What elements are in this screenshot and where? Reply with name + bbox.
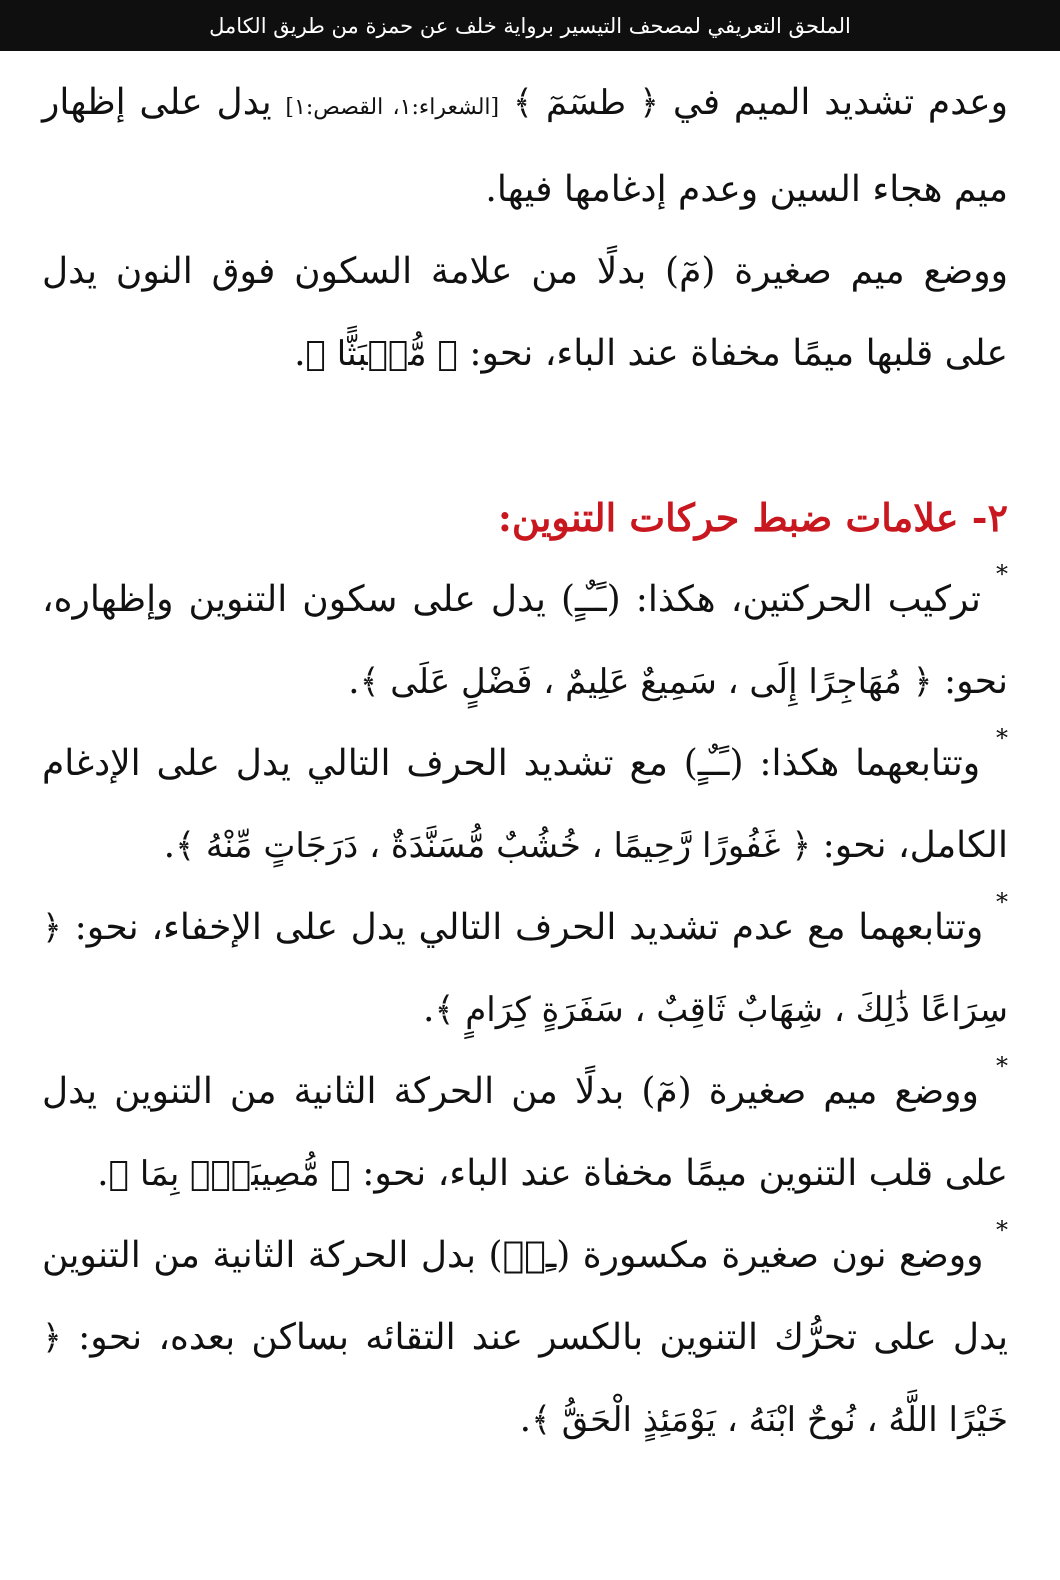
paragraph-tanween-kasr	[42, 1215, 1008, 1461]
quran-quote: ﴿ مُهَاجِرًا إِلَى ، سَمِيعٌ عَلِيمٌ ، فَضْلٍ عَلَى ﴾	[359, 662, 933, 702]
paragraph-tanween-ikhfa	[42, 887, 1008, 1051]
paragraph-small-meem	[42, 231, 1008, 395]
paragraph-tanween-izhar	[42, 559, 1008, 723]
paragraph-text: ووضع ميم صغيرة (مٓ) بدلًا من الحركة الثانية من التنوين يدل على قلب التنوين ميمًا مخفاة عند الباء، نحو:	[42, 1071, 1008, 1194]
quran-quote: ﴿ مُّنۢبَثًّا ﴾	[305, 334, 458, 374]
full-stop: .	[423, 989, 435, 1030]
bullet-star: *	[996, 888, 1008, 916]
paragraph-text: وعدم تشديد الميم في	[672, 82, 1008, 123]
bullet-star: *	[996, 560, 1009, 588]
document-body	[42, 62, 1008, 1461]
verse-reference: [الشعراء:١، القصص:١]	[285, 95, 500, 120]
section-heading: ٢- علامات ضبط حركات التنوين:	[497, 495, 1008, 540]
paragraph-meem-no-shadda	[42, 62, 1008, 231]
bullet-star: *	[996, 724, 1008, 752]
paragraph-text: يدل على إظهار ميم هجاء السين وعدم إدغامها فيها.	[42, 82, 1008, 210]
page-header	[0, 0, 1060, 51]
paragraph-text: ووضع نون صغيرة مكسورة (ـِنۡ) بدل الحركة الثانية من التنوين يدل على تحرُّك التنوين بالكسر عند التقائه بساكن بعده، نحو:	[42, 1235, 1008, 1358]
full-stop: .	[519, 1399, 532, 1440]
header-title: الملحق التعريفي لمصحف التيسير برواية خلف عن حمزة من طريق الكامل	[209, 13, 851, 38]
paragraph-tanween-idgham	[42, 723, 1008, 887]
bullet-star: *	[996, 1216, 1008, 1244]
quran-quote: ﴿ مُّصِيبَةٌۢ بِمَا ﴾	[108, 1154, 351, 1194]
full-stop: .	[97, 1153, 109, 1194]
paragraph-text: تركيب الحركتين، هكذا: (ـًـٌـٍ) يدل على سكون التنوين وإظهاره، نحو:	[42, 579, 1008, 702]
bullet-star: *	[996, 1052, 1008, 1080]
quran-quote: ﴿ سِرَاعًا ذَٰلِكَ ، شِهَابٌ ثَاقِبٌ ، سَفَرَةٍ كِرَامٍ ﴾	[42, 908, 1008, 1030]
full-stop: .	[348, 661, 360, 702]
full-stop: .	[294, 333, 306, 374]
paragraph-text: وتتابعهما هكذا: (ـًـٌـٍ) مع تشديد الحرف التالي يدل على الإدغام الكامل، نحو:	[42, 743, 1008, 866]
section-spacer	[42, 395, 1008, 477]
full-stop: .	[163, 825, 176, 866]
quran-quote: ﴿ طسٓمٓ ﴾	[512, 83, 660, 123]
paragraph-text: وتتابعهما مع عدم تشديد الحرف التالي يدل على الإخفاء، نحو:	[74, 907, 984, 948]
quran-quote: ﴿ غَفُورًا رَّحِيمًا ، خُشُبٌ مُّسَنَّدَةٌ ، دَرَجَاتٍ مِّنْهُ ﴾	[175, 826, 812, 866]
paragraph-text: ووضع ميم صغيرة (مٓ) بدلًا من علامة السكون فوق النون يدل على قلبها ميمًا مخفاة عند الباء، نحو:	[42, 251, 1008, 374]
paragraph-tanween-iqlab	[42, 1051, 1008, 1215]
quran-quote: ﴿ خَيْرًا اللَّهُ ، نُوحٌ ابْنَهُ ، يَوْمَئِذٍ الْحَقُّ ﴾	[42, 1318, 1008, 1440]
